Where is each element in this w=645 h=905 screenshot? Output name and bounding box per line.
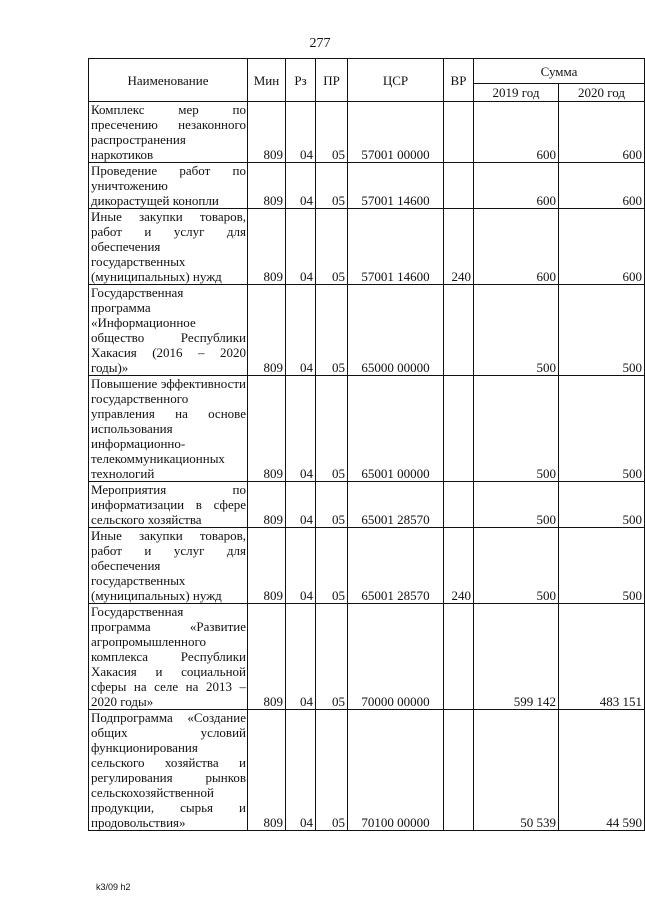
budget-table [88,58,645,831]
cell-csr: 70000 00000 [348,604,444,710]
cell-y2019: 600 [474,209,559,285]
cell-pr: 05 [316,285,348,376]
cell-vr [444,285,474,376]
cell-min: 809 [248,710,286,831]
cell-min: 809 [248,102,286,163]
cell-name: Проведение работ по уничтожению дикорастущей конопли [89,163,248,209]
cell-y2020: 600 [559,102,645,163]
cell-min: 809 [248,376,286,482]
cell-csr: 65001 28570 [348,528,444,604]
cell-y2019: 500 [474,376,559,482]
cell-name: Подпрограмма «Создание общих условий функционирования сельского хозяйства и регулирования рынков сельскохозяйственной продукции, сырья и продовольствия» [89,710,248,831]
cell-y2019: 599 142 [474,604,559,710]
cell-y2019: 500 [474,528,559,604]
cell-vr [444,604,474,710]
cell-rz: 04 [286,285,316,376]
cell-rz: 04 [286,102,316,163]
cell-y2020: 600 [559,163,645,209]
cell-vr [444,710,474,831]
table-row [89,604,645,710]
cell-y2020: 500 [559,528,645,604]
cell-rz: 04 [286,528,316,604]
table-row [89,102,645,163]
header-csr: ЦСР [348,59,444,102]
cell-name: Иные закупки товаров, работ и услуг для обеспечения государственных (муниципальных) нужд [89,209,248,285]
table-row [89,376,645,482]
cell-name: Повышение эффективности государственного управления на основе использования информационно-телекоммуникационных технологий [89,376,248,482]
cell-name: Мероприятия по информатизации в сфере сельского хозяйства [89,482,248,528]
cell-y2020: 500 [559,376,645,482]
cell-y2019: 50 539 [474,710,559,831]
cell-min: 809 [248,482,286,528]
cell-pr: 05 [316,528,348,604]
cell-csr: 57001 14600 [348,163,444,209]
table-row [89,285,645,376]
cell-y2020: 44 590 [559,710,645,831]
cell-vr [444,163,474,209]
header-min: Мин [248,59,286,102]
cell-pr: 05 [316,482,348,528]
table-row [89,209,645,285]
table-header-row [89,59,645,84]
cell-pr: 05 [316,604,348,710]
cell-min: 809 [248,528,286,604]
cell-csr: 65000 00000 [348,285,444,376]
table-row [89,710,645,831]
cell-csr: 65001 00000 [348,376,444,482]
cell-min: 809 [248,209,286,285]
cell-name: Государственная программа «Информационное общество Республики Хакасия (2016 – 2020 годы)» [89,285,248,376]
cell-pr: 05 [316,710,348,831]
cell-y2019: 500 [474,285,559,376]
cell-vr: 240 [444,528,474,604]
table-row [89,482,645,528]
cell-rz: 04 [286,710,316,831]
header-sum: Сумма [474,59,645,84]
cell-min: 809 [248,285,286,376]
footer-code: k3/09 h2 [96,882,131,892]
cell-y2020: 500 [559,482,645,528]
cell-y2019: 600 [474,163,559,209]
cell-pr: 05 [316,163,348,209]
header-name: Наименование [89,59,248,102]
cell-name: Иные закупки товаров, работ и услуг для обеспечения государственных (муниципальных) нужд [89,528,248,604]
cell-vr [444,482,474,528]
cell-vr [444,102,474,163]
cell-rz: 04 [286,482,316,528]
cell-y2020: 500 [559,285,645,376]
cell-csr: 65001 28570 [348,482,444,528]
cell-pr: 05 [316,209,348,285]
table-row [89,528,645,604]
cell-csr: 70100 00000 [348,710,444,831]
cell-y2020: 483 151 [559,604,645,710]
cell-rz: 04 [286,163,316,209]
cell-csr: 57001 00000 [348,102,444,163]
header-rz: Рз [286,59,316,102]
cell-pr: 05 [316,102,348,163]
cell-pr: 05 [316,376,348,482]
cell-rz: 04 [286,376,316,482]
cell-vr: 240 [444,209,474,285]
cell-y2020: 600 [559,209,645,285]
header-pr: ПР [316,59,348,102]
cell-y2019: 600 [474,102,559,163]
cell-rz: 04 [286,604,316,710]
cell-y2019: 500 [474,482,559,528]
header-2019: 2019 год [474,84,559,102]
cell-name: Государственная программа «Развитие агропромышленного комплекса Республики Хакасия и социальной сферы на селе на 2013 – 2020 годы» [89,604,248,710]
cell-min: 809 [248,163,286,209]
page-number: 277 [309,36,331,51]
table-row [89,163,645,209]
cell-vr [444,376,474,482]
cell-min: 809 [248,604,286,710]
cell-name: Комплекс мер по пресечению незаконного распространения наркотиков [89,102,248,163]
header-vr: ВР [444,59,474,102]
cell-rz: 04 [286,209,316,285]
cell-csr: 57001 14600 [348,209,444,285]
header-2020: 2020 год [559,84,645,102]
